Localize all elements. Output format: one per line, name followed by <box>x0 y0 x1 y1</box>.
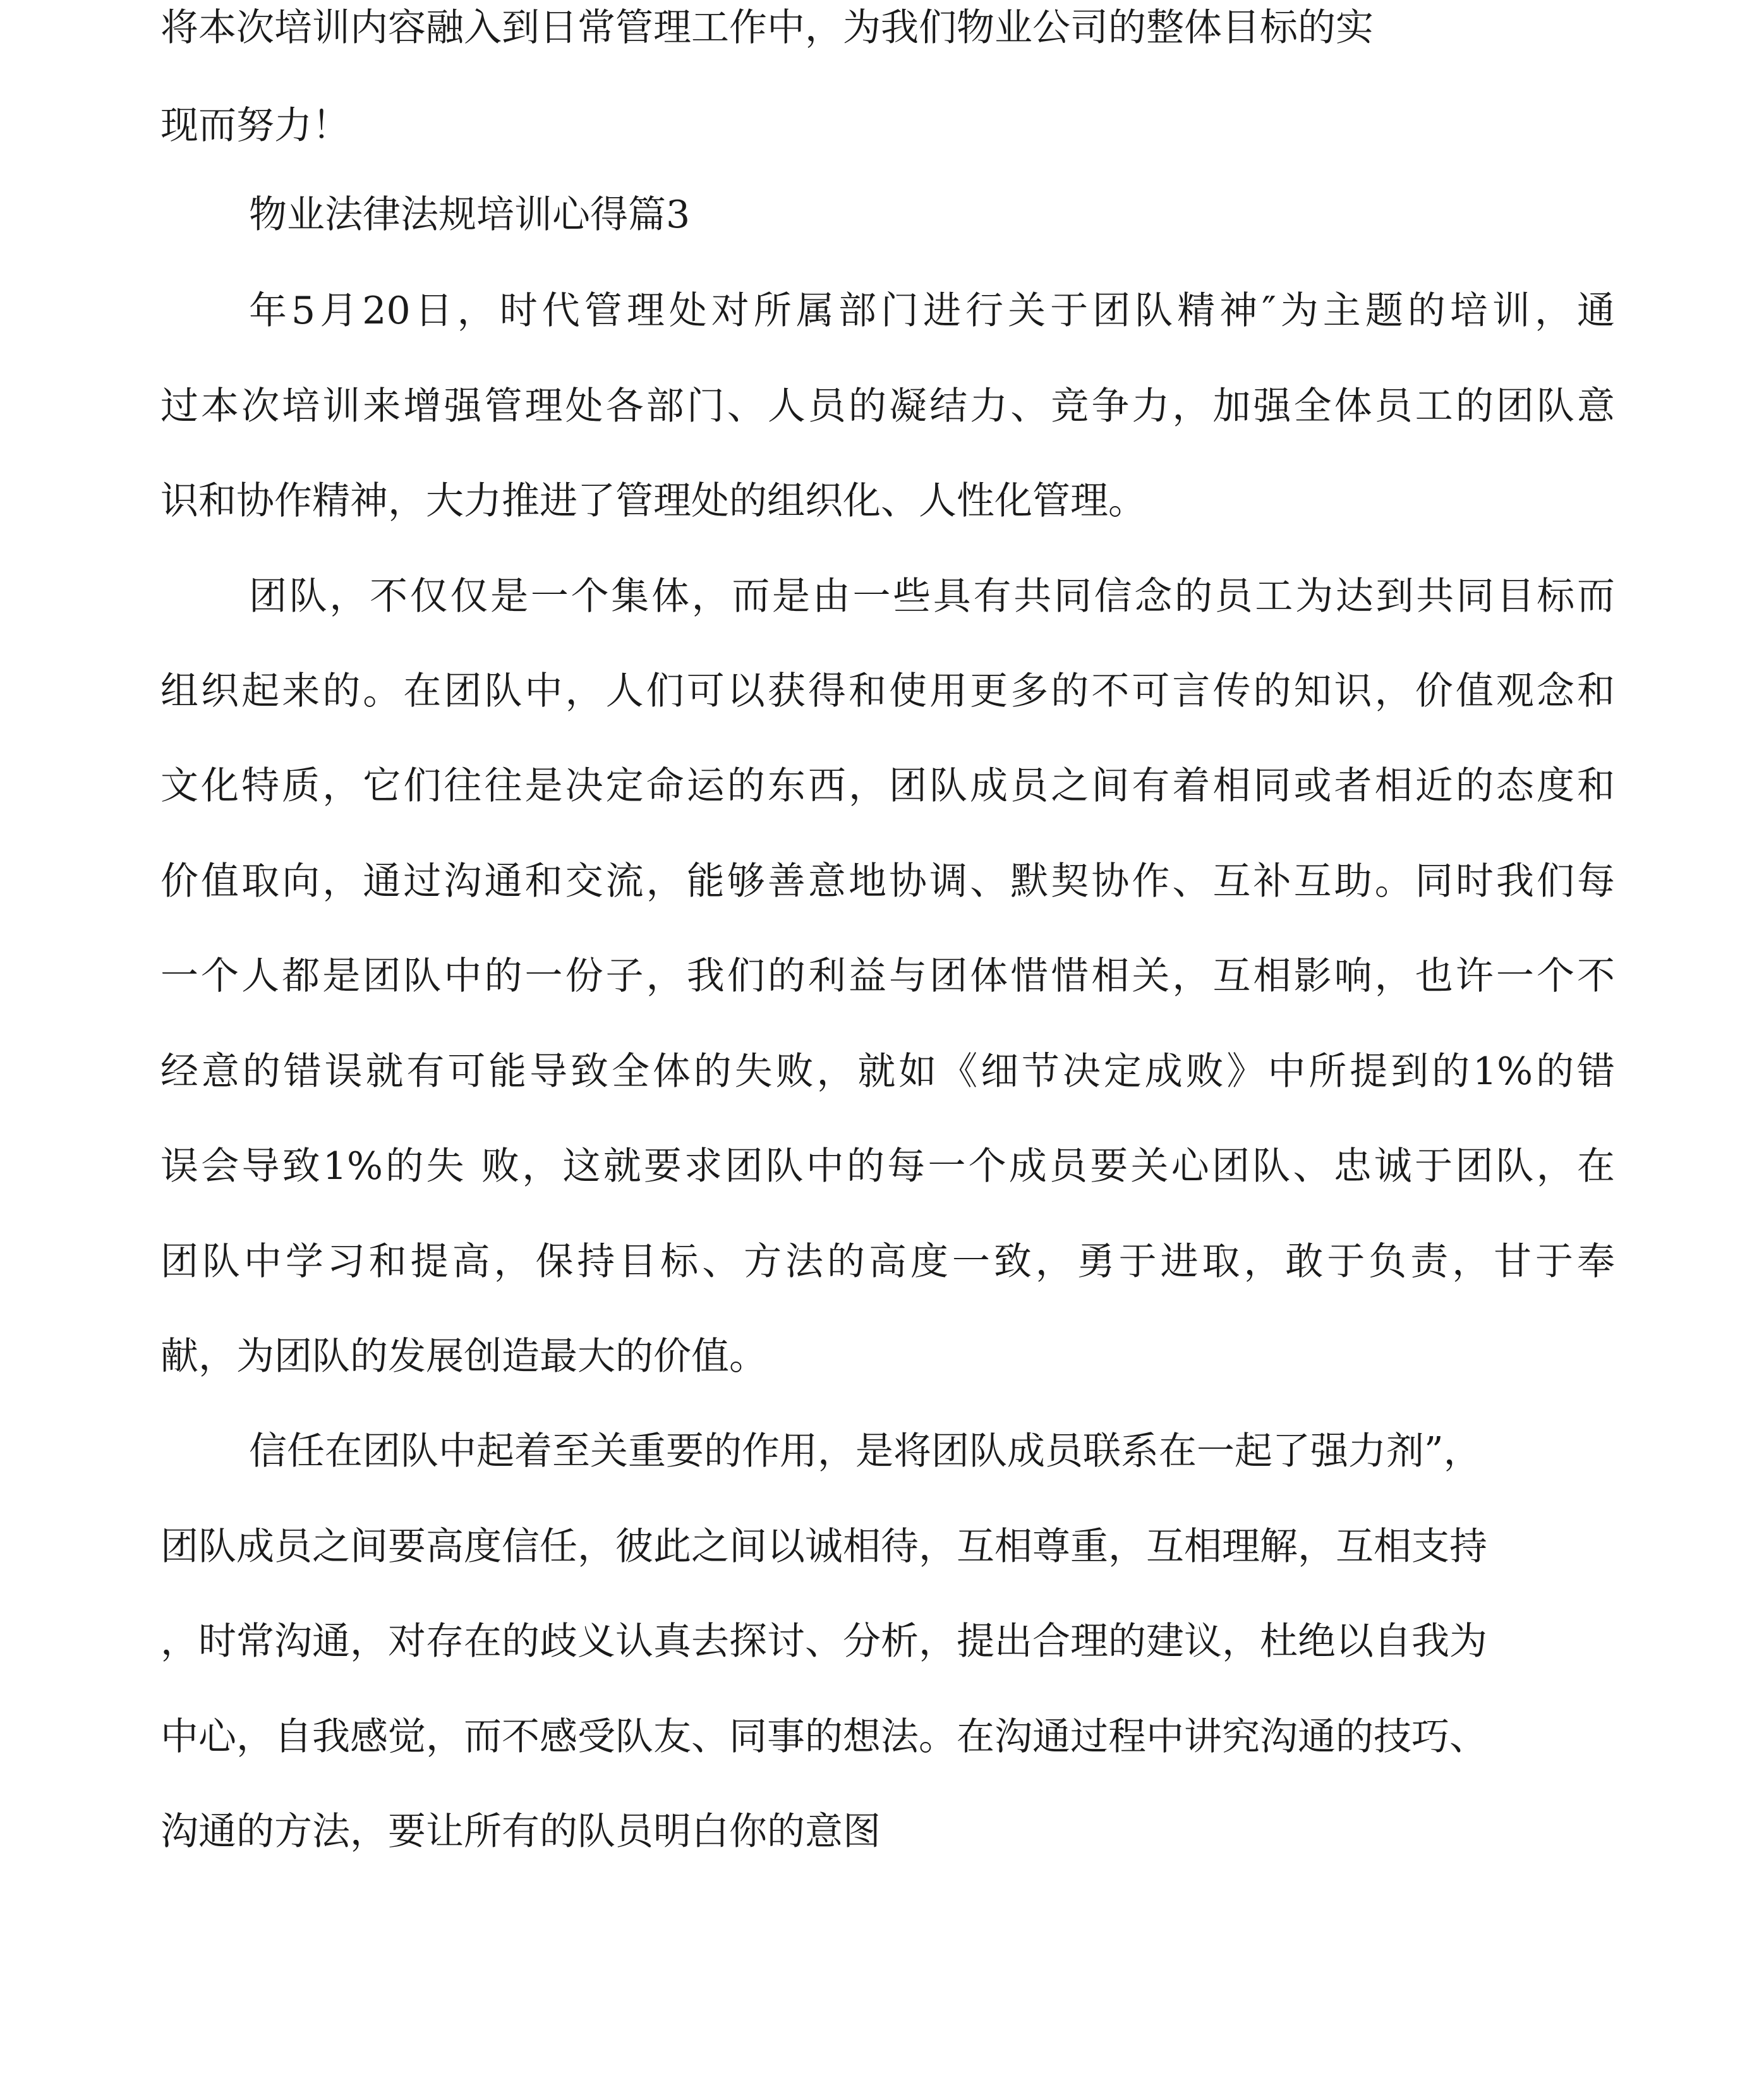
paragraph-line: 一个人都是团队中的一份子，我们的利益与团体惜惜相关，互相影响，也许一个不 <box>160 954 1615 998</box>
paragraph-line: 文化特质，它们往往是决定命运的东西，团队成员之间有着相同或者相近的态度和 <box>160 764 1615 808</box>
section-heading: 物业法律法规培训心得篇3 <box>249 193 691 237</box>
paragraph-line: 价值取向，通过沟通和交流，能够善意地协调、默契协作、互补互助。同时我们每 <box>160 859 1615 904</box>
paragraph-line: 识和协作精神，大力推进了管理处的组织化、人性化管理。 <box>160 479 1146 523</box>
paragraph-line: 过本次培训来增强管理处各部门、人员的凝结力、竞争力，加强全体员工的团队意 <box>160 384 1615 428</box>
paragraph-line: 信任在团队中起着至关重要的作用，是将团队成员联系在一起了强力剂”， <box>249 1429 1482 1473</box>
paragraph-line: 年5月20日，时代管理处对所属部门进行关于团队精神″为主题的培训，通 <box>249 289 1615 333</box>
paragraph-line: 团队，不仅仅是一个集体，而是由一些具有共同信念的员工为达到共同目标而 <box>249 574 1615 619</box>
paragraph-line: 沟通的方法，要让所有的队员明白你的意图 <box>160 1810 881 1854</box>
paragraph-line: 误会导致1%的失 败，这就要求团队中的每一个成员要关心团队、忠诚于团队，在 <box>160 1144 1615 1188</box>
paragraph-line: ，时常沟通，对存在的歧义认真去探讨、分析，提出合理的建议，杜绝以自我为 <box>160 1619 1487 1664</box>
paragraph-line: 组织起来的。在团队中，人们可以获得和使用更多的不可言传的知识，价值观念和 <box>160 669 1615 713</box>
paragraph-line: 将本次培训内容融入到日常管理工作中，为我们物业公司的整体目标的实 <box>160 6 1374 50</box>
paragraph-line: 中心，自我感觉，而不感受队友、同事的想法。在沟通过程中讲究沟通的技巧、 <box>160 1715 1487 1759</box>
paragraph-line: 献，为团队的发展创造最大的价值。 <box>160 1334 767 1379</box>
paragraph-line: 团队成员之间要高度信任，彼此之间以诚相待，互相尊重，互相理解，互相支持 <box>160 1525 1487 1569</box>
paragraph-line: 经意的错误就有可能导致全体的失败，就如《细节决定成败》中所提到的1%的错 <box>160 1049 1615 1094</box>
paragraph-line: 团队中学习和提高，保持目标、方法的高度一致，勇于进取，敢于负责，甘于奉 <box>160 1240 1615 1284</box>
paragraph-line: 现而努力！ <box>160 104 350 148</box>
